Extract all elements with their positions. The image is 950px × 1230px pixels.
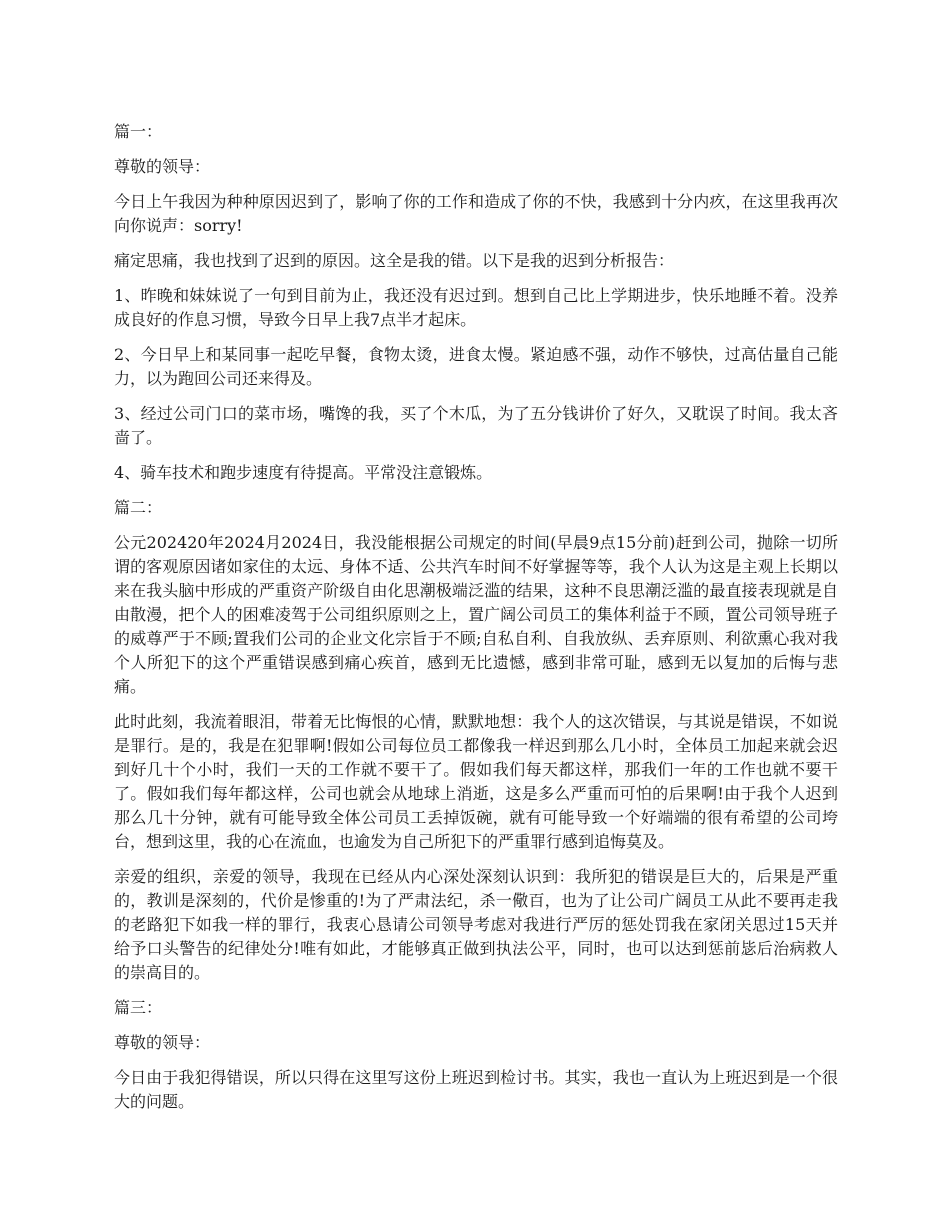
list-item: 2、今日早上和某同事一起吃早餐，食物太烫，进食太慢。紧迫感不强，动作不够快，过高估量自己能力，以为跑回公司还来得及。 bbox=[114, 345, 838, 388]
section-heading-3: 篇三： bbox=[114, 998, 163, 1017]
paragraph: 痛定思痛，我也找到了迟到的原因。这全是我的错。以下是我的迟到分析报告： bbox=[114, 251, 675, 270]
paragraph: 此时此刻，我流着眼泪，带着无比悔恨的心情，默默地想：我个人的这次错误，与其说是错误，不如说是罪行。是的，我是在犯罪啊!假如公司每位员工都像我一样迟到那么几小时，全体员工加起来就会迟到好几十个小时，我们一天的工作就不要干了。假如我们每天都这样，那我们一年的工作也就不要干了。假如我们每年都这样，公司也就会从地球上消逝，这是多么严重而可怕的后果啊!由于我个人迟到那么几十分钟，就有可能导致全体公司员工丢掉饭碗，就有可能导致一个好端端的很有希望的公司垮台，想到这里，我的心在流血，也逾发为自己所犯下的严重罪行感到追悔莫及。 bbox=[114, 712, 838, 851]
list-item: 1、昨晚和妹妹说了一句到目前为止，我还没有迟过到。想到自己比上学期进步，快乐地睡不着。没养成良好的作息习惯，导致今日早上我7点半才起床。 bbox=[114, 286, 838, 329]
paragraph: 亲爱的组织，亲爱的领导，我现在已经从内心深处深刻认识到：我所犯的错误是巨大的，后果是严重的，教训是深刻的，代价是惨重的!为了严肃法纪，杀一儆百，也为了让公司广阔员工从此不要再走我的老路犯下如我一样的罪行，我衷心恳请公司领导考虑对我进行严厉的惩处罚我在家闭关思过15天并给予口头警告的纪律处分!唯有如此，才能够真正做到执法公平，同时，也可以达到惩前毖后治病救人的崇高目的。 bbox=[114, 867, 838, 982]
list-item: 4、骑车技术和跑步速度有待提高。平常没注意锻炼。 bbox=[114, 463, 493, 482]
document-body bbox=[114, 120, 838, 1125]
section-heading-1: 篇一： bbox=[114, 122, 163, 141]
paragraph: 今日由于我犯得错误，所以只得在这里写这份上班迟到检讨书。其实，我也一直认为上班迟到是一个很大的问题。 bbox=[114, 1068, 838, 1111]
paragraph: 今日上午我因为种种原因迟到了，影响了你的工作和造成了你的不快，我感到十分内疚，在这里我再次向你说声：sorry! bbox=[114, 192, 838, 235]
salutation-1: 尊敬的领导： bbox=[114, 157, 211, 176]
paragraph: 公元202420年2024月2024日，我没能根据公司规定的时间(早晨9点15分前)赶到公司，抛除一切所谓的客观原因诸如家住的太远、身体不适、公共汽车时间不好掌握等等，我个人认为这是主观上长期以来在我头脑中形成的严重资产阶级自由化思潮极端泛滥的结果，这种不良思潮泛滥的最直接表现就是自由散漫，把个人的困难凌驾于公司组织原则之上，置广阔公司员工的集体利益于不顾，置公司领导班子的威尊严于不顾;置我们公司的企业文化宗旨于不顾;自私自利、自我放纵、丢弃原则、利欲熏心我对我个人所犯下的这个严重错误感到痛心疾首，感到无比遗憾，感到非常可耻，感到无以复加的后悔与悲痛。 bbox=[114, 533, 838, 696]
salutation-3: 尊敬的领导： bbox=[114, 1033, 211, 1052]
section-heading-2: 篇二： bbox=[114, 498, 163, 517]
list-item: 3、经过公司门口的菜市场，嘴馋的我，买了个木瓜，为了五分钱讲价了好久，又耽误了时间。我太吝啬了。 bbox=[114, 404, 838, 447]
